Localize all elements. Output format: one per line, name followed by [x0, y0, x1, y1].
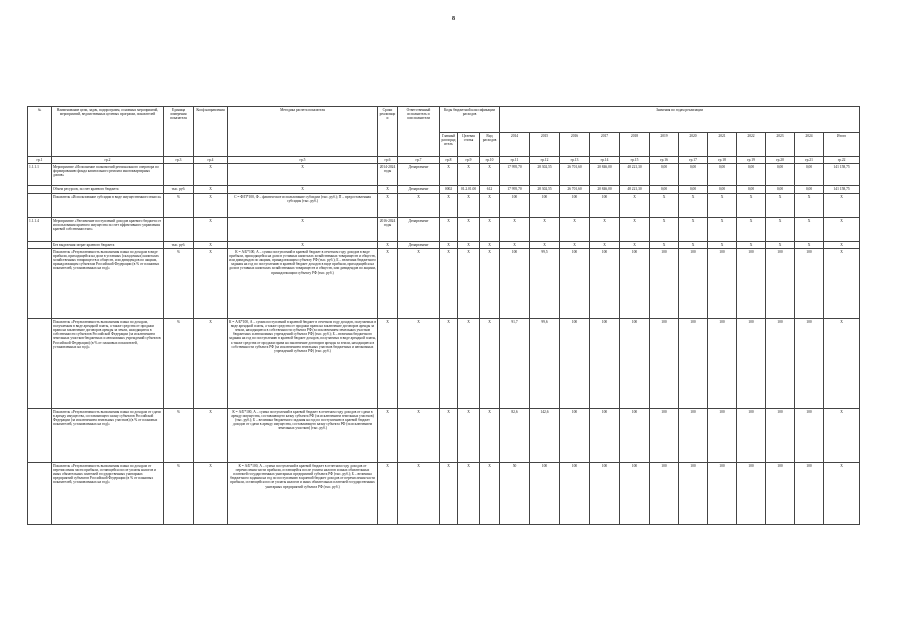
row-method: X [228, 241, 378, 248]
column-number: гр.19 [737, 157, 766, 164]
row-type: X [194, 408, 228, 462]
row-year-value: 0,00 [795, 163, 824, 185]
row-method: X [228, 185, 378, 193]
row-year-value: X [679, 193, 708, 217]
row-budget-code: X [458, 462, 480, 524]
row-name: Без выделения затрат краевого бюджета [52, 241, 164, 248]
row-year-value: 100 [795, 462, 824, 524]
row-budget-code: X [440, 408, 458, 462]
row-year-value: X [795, 241, 824, 248]
column-number: гр.12 [530, 157, 560, 164]
row-year-value: X [500, 241, 530, 248]
row-year-value: 0,00 [708, 185, 737, 193]
row-year-value: 142,6 [530, 408, 560, 462]
header-year: 2014 [500, 133, 530, 157]
row-year-value: 26 701,60 [560, 163, 590, 185]
row-budget-code: X [458, 318, 480, 408]
row-year-value: 100 [766, 248, 795, 318]
header-year: 2022 [737, 133, 766, 157]
row-year-value: 100 [766, 408, 795, 462]
row-budget-code: X [440, 193, 458, 217]
row-unit: тыс. руб. [164, 185, 194, 193]
row-budget-code: X [480, 408, 500, 462]
row-name: Мероприятие «Исполнение полномочий регионального оператора по формированию фонда капитального ремонта многоквартирных домов» [52, 163, 164, 185]
row-number: 1.1.1.1 [28, 163, 52, 185]
row-method: X [228, 217, 378, 241]
row-year-value: 100 [737, 408, 766, 462]
row-year-value: X [650, 241, 679, 248]
row-year-value: 100 [795, 248, 824, 318]
column-number: гр.18 [708, 157, 737, 164]
row-name: Показатель «Результативность выполнения плана по доходам от сдачи в аренду имущества, составляющего казну субъектов Российской Федерации (за исключением земельных участков) (в % от плановых показателей, установленных на год)» [52, 408, 164, 462]
row-budget-code: X [458, 193, 480, 217]
row-year-value: 0,00 [679, 163, 708, 185]
column-number: гр.3 [164, 157, 194, 164]
row-year-value: 17 995,70 [500, 163, 530, 185]
row-year-value: 0,00 [650, 185, 679, 193]
row-year-value: 48 221,30 [620, 185, 650, 193]
row-name: Показатель «Использование субсидии в виде имущественного взноса» [52, 193, 164, 217]
row-year-value: 100 [650, 408, 679, 462]
row-budget-code: X [458, 163, 480, 185]
row-year-value: 100 [708, 462, 737, 524]
row-number [28, 462, 52, 524]
row-year-value: 17 995,70 [500, 185, 530, 193]
row-year-value: 100 [560, 193, 590, 217]
header-year: 2024 [795, 133, 824, 157]
column-number: гр.9 [458, 157, 480, 164]
column-number: гр.6 [378, 157, 398, 164]
row-type: X [194, 318, 228, 408]
column-number: гр.21 [795, 157, 824, 164]
row-executor: X [398, 248, 440, 318]
header-period: Сроки реализации [378, 107, 398, 157]
row-year-value: 100 [560, 248, 590, 318]
row-method: К = А/Б*100, А – сумма поступлений в краевой бюджет в отчетном году доходов в виде прибыли, приходящейся на доли в уставных капиталах хозяйственных товариществ и обществ, или дивидендов по акциям, принадлежащим субъекту РФ (тыс. руб.); Б – величина бюджетного задания на год по поступлению в краевой бюджет доходов в виде прибыли, приходящейся на доли в уставных капиталах хозяйственных товариществ и обществ, или дивидендов по акциям, принадлежащим субъекту РФ (тыс. руб.) [228, 248, 378, 318]
row-type: X [194, 248, 228, 318]
row-year-value: 100 [590, 408, 620, 462]
header-budget-codes: Коды бюджетной классификации расходов [440, 107, 500, 133]
header-total: Итого [824, 133, 860, 157]
row-year-value: 26 701,60 [560, 185, 590, 193]
column-number: гр.16 [650, 157, 679, 164]
row-method: К = А/Б*100, А – сумма поступлений в краевой бюджет в отчетном году доходов от перечисления части прибыли, остающейся после уплаты налогов и иных обязательных платежей государственных унитарных предприятий субъекта РФ (тыс. руб.); Б – величина бюджетного задания на год по поступлению в краевой бюджет доходов от перечисления части прибыли, остающейся после уплаты налогов и иных обязательных платежей государственных унитарных предприятий субъекта РФ (тыс. руб.) [228, 462, 378, 524]
row-year-value: X [530, 241, 560, 248]
table-row [28, 217, 860, 241]
row-year-value: 100 [708, 318, 737, 408]
row-budget-code: X [480, 248, 500, 318]
column-number: гр.15 [620, 157, 650, 164]
row-year-value: 0,00 [795, 185, 824, 193]
row-unit: тыс. руб. [164, 241, 194, 248]
row-year-value: 99,5 [530, 248, 560, 318]
row-unit [164, 163, 194, 185]
column-number: гр.8 [440, 157, 458, 164]
row-period: X [378, 408, 398, 462]
row-number [28, 248, 52, 318]
row-year-value: X [824, 241, 860, 248]
row-year-value: 100 [590, 193, 620, 217]
row-year-value: X [650, 217, 679, 241]
row-year-value: X [560, 217, 590, 241]
header-executor: Ответственный исполнитель и соисполнители [398, 107, 440, 157]
row-year-value: X [679, 241, 708, 248]
row-year-value: 0,00 [766, 163, 795, 185]
row-year-value: 28 302,55 [530, 185, 560, 193]
row-name: Объем ресурсов, за счет краевого бюджета [52, 185, 164, 193]
row-year-value: X [737, 241, 766, 248]
row-year-value: 100 [737, 462, 766, 524]
row-budget-code: 01.2.01.00 [458, 185, 480, 193]
row-budget-code: X [458, 408, 480, 462]
row-year-value: X [824, 193, 860, 217]
row-year-value: 100 [620, 318, 650, 408]
page-number: 8 [452, 16, 455, 22]
row-budget-code: X [480, 462, 500, 524]
row-budget-code: X [440, 241, 458, 248]
row-year-value: 100 [795, 318, 824, 408]
row-year-value: 100 [708, 408, 737, 462]
row-year-value: X [708, 241, 737, 248]
row-period: X [378, 318, 398, 408]
row-executor: X [398, 193, 440, 217]
row-period: X [378, 241, 398, 248]
row-year-value: 100 [795, 408, 824, 462]
header-budget-sub: Целевая статья [458, 133, 480, 157]
row-year-value: 141 158,75 [824, 163, 860, 185]
row-type: X [194, 241, 228, 248]
row-method: С = Ф/П*100, Ф – фактическое использование субсидии (тыс. руб.); П – предоставленная субсидия (тыс. руб.) [228, 193, 378, 217]
table-row [28, 248, 860, 318]
column-number: гр.7 [398, 157, 440, 164]
header-budget-sub: Главный распорядитель [440, 133, 458, 157]
row-year-value: X [795, 193, 824, 217]
row-year-value: 82,6 [500, 408, 530, 462]
row-year-value: 20 846,00 [590, 163, 620, 185]
row-year-value: X [620, 193, 650, 217]
column-number: гр.2 [52, 157, 164, 164]
row-year-value: 50 [500, 462, 530, 524]
row-year-value: 100 [679, 462, 708, 524]
row-unit [164, 217, 194, 241]
header-year: 2015 [530, 133, 560, 157]
row-year-value: 20 846,00 [590, 185, 620, 193]
row-year-value: 100 [590, 462, 620, 524]
row-year-value: 100 [620, 408, 650, 462]
row-year-value: X [824, 462, 860, 524]
table-row [28, 462, 860, 524]
row-executor: X [398, 462, 440, 524]
header-no: № [28, 107, 52, 157]
column-number: гр.17 [679, 157, 708, 164]
row-year-value: X [737, 217, 766, 241]
row-year-value: X [650, 193, 679, 217]
row-year-value: 100 [737, 318, 766, 408]
row-year-value: X [766, 241, 795, 248]
header-budget-sub: Вид расходов [480, 133, 500, 157]
row-executor: Департамент [398, 185, 440, 193]
row-year-value: 100 [500, 248, 530, 318]
row-year-value: X [766, 217, 795, 241]
row-budget-code: X [440, 163, 458, 185]
row-year-value: 100 [679, 318, 708, 408]
row-method: К = А/Б*100, А – сумма поступлений в краевой бюджет в отчетном году доходов, получаемых в виде арендной платы, а также средства от продажи права на заключение договоров аренды за земли, находящиеся в собственности субъекта РФ (за исключением земельных участков бюджетных и автономных учреждений субъекта РФ) (тыс. руб.); Б – величина бюджетного задания на год по поступлению в краевой бюджет доходов, получаемых в виде арендной платы, а также средства от продажи права на заключение договоров аренды за земли, находящиеся в собственности субъекта РФ (за исключением земельных участков бюджетных и автономных учреждений субъекта РФ) (тыс. руб.) [228, 318, 378, 408]
row-budget-code: X [458, 248, 480, 318]
row-budget-code: X [440, 318, 458, 408]
row-year-value: 100 [737, 248, 766, 318]
column-number: гр.11 [500, 157, 530, 164]
row-year-value: X [500, 217, 530, 241]
program-indicators-table [27, 106, 860, 525]
row-year-value: 141 158,75 [824, 185, 860, 193]
row-year-value: 100 [500, 193, 530, 217]
row-year-value: X [824, 217, 860, 241]
row-year-value: 100 [708, 248, 737, 318]
row-year-value: X [824, 248, 860, 318]
row-executor: Департамент [398, 241, 440, 248]
row-budget-code: X [480, 193, 500, 217]
header-year: 2017 [590, 133, 620, 157]
row-number [28, 193, 52, 217]
row-year-value: 100 [766, 318, 795, 408]
row-year-value: 100 [590, 248, 620, 318]
row-executor: Департамент [398, 217, 440, 241]
row-type: X [194, 462, 228, 524]
row-type: X [194, 193, 228, 217]
header-name: Наименование цели, задач, подпрограмм, основных мероприятий, мероприятий, ведомственных целевых программ, показателей [52, 107, 164, 157]
table-row [28, 163, 860, 185]
row-executor: X [398, 318, 440, 408]
row-unit: % [164, 193, 194, 217]
table-row [28, 185, 860, 193]
row-year-value: 100 [620, 462, 650, 524]
row-year-value: 0,00 [650, 163, 679, 185]
header-method: Методика расчета показателя [228, 107, 378, 157]
column-number: гр.20 [766, 157, 795, 164]
row-year-value: 0,00 [737, 163, 766, 185]
column-number: гр.22 [824, 157, 860, 164]
row-budget-code: X [440, 217, 458, 241]
row-number [28, 408, 52, 462]
row-year-value: X [620, 217, 650, 241]
column-number: гр.4 [194, 157, 228, 164]
row-budget-code: X [480, 217, 500, 241]
row-budget-code: X [458, 241, 480, 248]
row-year-value: X [824, 408, 860, 462]
header-year: 2020 [679, 133, 708, 157]
row-period: X [378, 248, 398, 318]
header-values: Значения по годам реализации [500, 107, 860, 133]
row-year-value: 48 221,30 [620, 163, 650, 185]
row-number: 1.1.1.4 [28, 217, 52, 241]
row-year-value: 100 [679, 248, 708, 318]
row-budget-code: X [440, 248, 458, 318]
column-number: гр.10 [480, 157, 500, 164]
row-year-value: X [708, 193, 737, 217]
row-budget-code: X [440, 462, 458, 524]
row-year-value: X [766, 193, 795, 217]
row-unit: % [164, 318, 194, 408]
row-year-value: X [737, 193, 766, 217]
row-budget-code: 612 [480, 185, 500, 193]
row-year-value: 100 [679, 408, 708, 462]
row-budget-code: 0002 [440, 185, 458, 193]
row-name: Мероприятие «Увеличение поступлений доходов краевого бюджета от использования краевого имущества за счет эффективного управления краевой собственностью» [52, 217, 164, 241]
row-year-value: 0,00 [766, 185, 795, 193]
row-year-value: X [708, 217, 737, 241]
header-year: 2023 [766, 133, 795, 157]
row-type: X [194, 217, 228, 241]
row-year-value: X [590, 217, 620, 241]
row-period: X [378, 185, 398, 193]
row-year-value: 28 302,55 [530, 163, 560, 185]
row-year-value: X [560, 241, 590, 248]
row-unit: % [164, 408, 194, 462]
row-year-value: X [620, 241, 650, 248]
row-year-value: 100 [560, 318, 590, 408]
row-year-value: 91,7 [500, 318, 530, 408]
row-unit: % [164, 462, 194, 524]
header-unit: Единица измерения показателя [164, 107, 194, 157]
row-executor: Департамент [398, 163, 440, 185]
row-year-value: 99,6 [530, 318, 560, 408]
row-name: Показатель «Результативность выполнения плана по доходам в виде прибыли, приходящейся на доли в уставных (складочных) капиталах хозяйственных товариществ и обществ, или дивидендов по акциям, принадлежащим субъектам Российской Федерации (в % от плановых показателей, установленных на год)» [52, 248, 164, 318]
column-number: гр.1 [28, 157, 52, 164]
table-row [28, 241, 860, 248]
column-number: гр.14 [590, 157, 620, 164]
row-year-value: X [590, 241, 620, 248]
row-budget-code: X [480, 163, 500, 185]
row-year-value: 100 [530, 193, 560, 217]
row-year-value: X [795, 217, 824, 241]
row-year-value: X [530, 217, 560, 241]
row-year-value: 100 [590, 318, 620, 408]
header-year: 2019 [650, 133, 679, 157]
row-type: X [194, 185, 228, 193]
row-year-value: 100 [650, 248, 679, 318]
row-year-value: 100 [650, 462, 679, 524]
row-name: Показатель «Результативность выполнения плана по доходам, получаемым в виде арендной платы, а также средства от продажи права на заключение договоров аренды за земли, находящиеся в собственности субъектов Российской Федерации (за исключением земельных участков бюджетных и автономных учреждений субъектов Российской Федерации) (в % от плановых показателей, установленных на год)» [52, 318, 164, 408]
row-budget-code: X [480, 241, 500, 248]
row-year-value: 100 [560, 462, 590, 524]
row-year-value: 100 [560, 408, 590, 462]
column-number: гр.5 [228, 157, 378, 164]
row-number [28, 318, 52, 408]
row-year-value: 0,00 [679, 185, 708, 193]
row-year-value: 0,00 [708, 163, 737, 185]
row-unit: % [164, 248, 194, 318]
row-period: X [378, 462, 398, 524]
row-name: Показатель «Результативность выполнения плана по доходам от перечисления части прибыли, остающейся после уплаты налогов и иных обязательных платежей государственных унитарных предприятий субъектов Российской Федерации (в % от плановых показателей, установленных на год)» [52, 462, 164, 524]
row-year-value: 100 [530, 462, 560, 524]
row-year-value: 100 [766, 462, 795, 524]
table-row [28, 408, 860, 462]
header-year: 2018 [620, 133, 650, 157]
row-year-value: 0,00 [737, 185, 766, 193]
row-number [28, 185, 52, 193]
row-year-value: 100 [650, 318, 679, 408]
header-type: Кооф направления [194, 107, 228, 157]
header-year: 2016 [560, 133, 590, 157]
row-period: 2014-2024 годы [378, 163, 398, 185]
header-year: 2021 [708, 133, 737, 157]
row-budget-code: X [458, 217, 480, 241]
row-method: X [228, 163, 378, 185]
row-period: 2016-2024 годы [378, 217, 398, 241]
row-year-value: 100 [620, 248, 650, 318]
table-row [28, 318, 860, 408]
row-executor: X [398, 408, 440, 462]
row-year-value: X [679, 217, 708, 241]
row-budget-code: X [480, 318, 500, 408]
row-number [28, 241, 52, 248]
row-period: X [378, 193, 398, 217]
column-number: гр.13 [560, 157, 590, 164]
row-year-value: X [824, 318, 860, 408]
column-number-row [28, 157, 860, 164]
row-method: К = А/Б*100, А – сумма поступлений в краевой бюджет в отчетном году доходов от сдачи в аренду имущества, составляющего казну субъекта РФ (за исключением земельных участков) (тыс. руб.); Б – величина бюджетного задания на год по поступлению в краевой бюджет доходов от сдачи в аренду имущества, составляющего казну субъекта РФ (за исключением земельных участков) (тыс. руб.) [228, 408, 378, 462]
table-row [28, 193, 860, 217]
row-type: X [194, 163, 228, 185]
table-body [28, 157, 860, 525]
